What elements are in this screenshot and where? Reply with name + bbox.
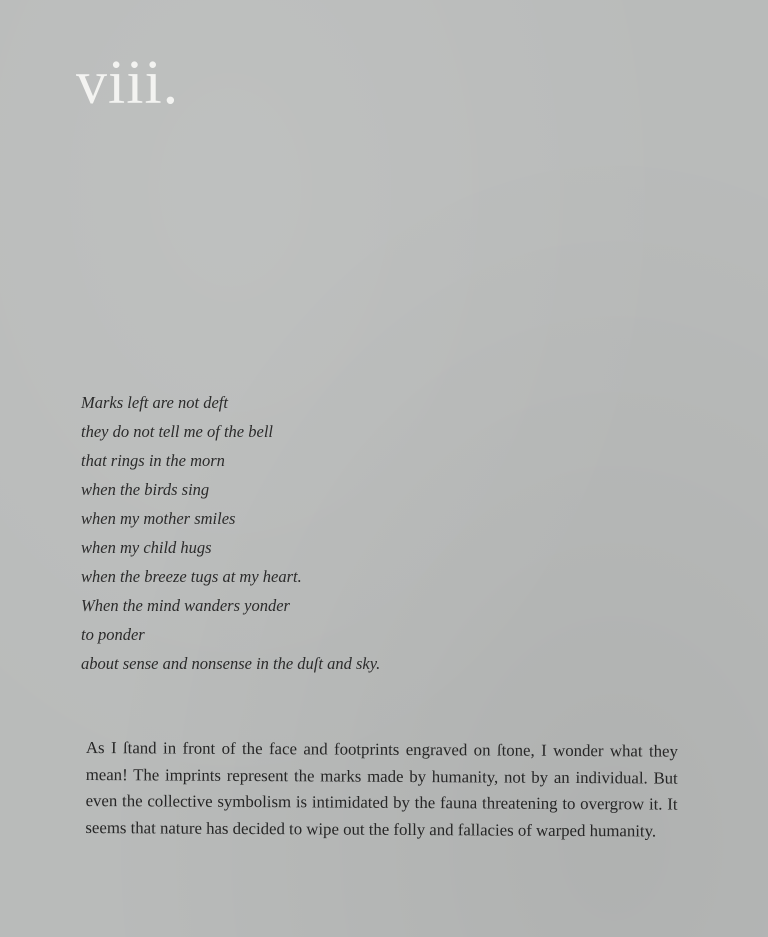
prose-paragraph: As I ſtand in front of the face and footprints engraved on ſtone, I wonder what they mean! The imprints represent the marks made by humanity, not by an individual. But even the collective symbolism is intimidated by the fauna threatening to overgrow it. It seems that nature has decided to wipe out the folly and fallacies of warped humanity. [85,737,678,840]
poem-line: Marks left are not deft [81,393,228,412]
poem-line: when the birds sing [81,480,210,499]
chapter-number: viii. [76,49,180,117]
poem-line: When the mind wanders yonder [81,596,290,615]
poem [81,388,380,678]
poem-line: that rings in the morn [81,451,225,470]
poem-line: about sense and nonsense in the duſt and sky. [81,654,381,673]
poem-line: when my child hugs [81,538,212,557]
poem-line: to ponder [81,625,145,644]
poem-line: they do not tell me of the bell [81,422,273,441]
poem-line: when the breeze tugs at my heart. [81,567,302,586]
poem-line: when my mother smiles [81,509,236,528]
